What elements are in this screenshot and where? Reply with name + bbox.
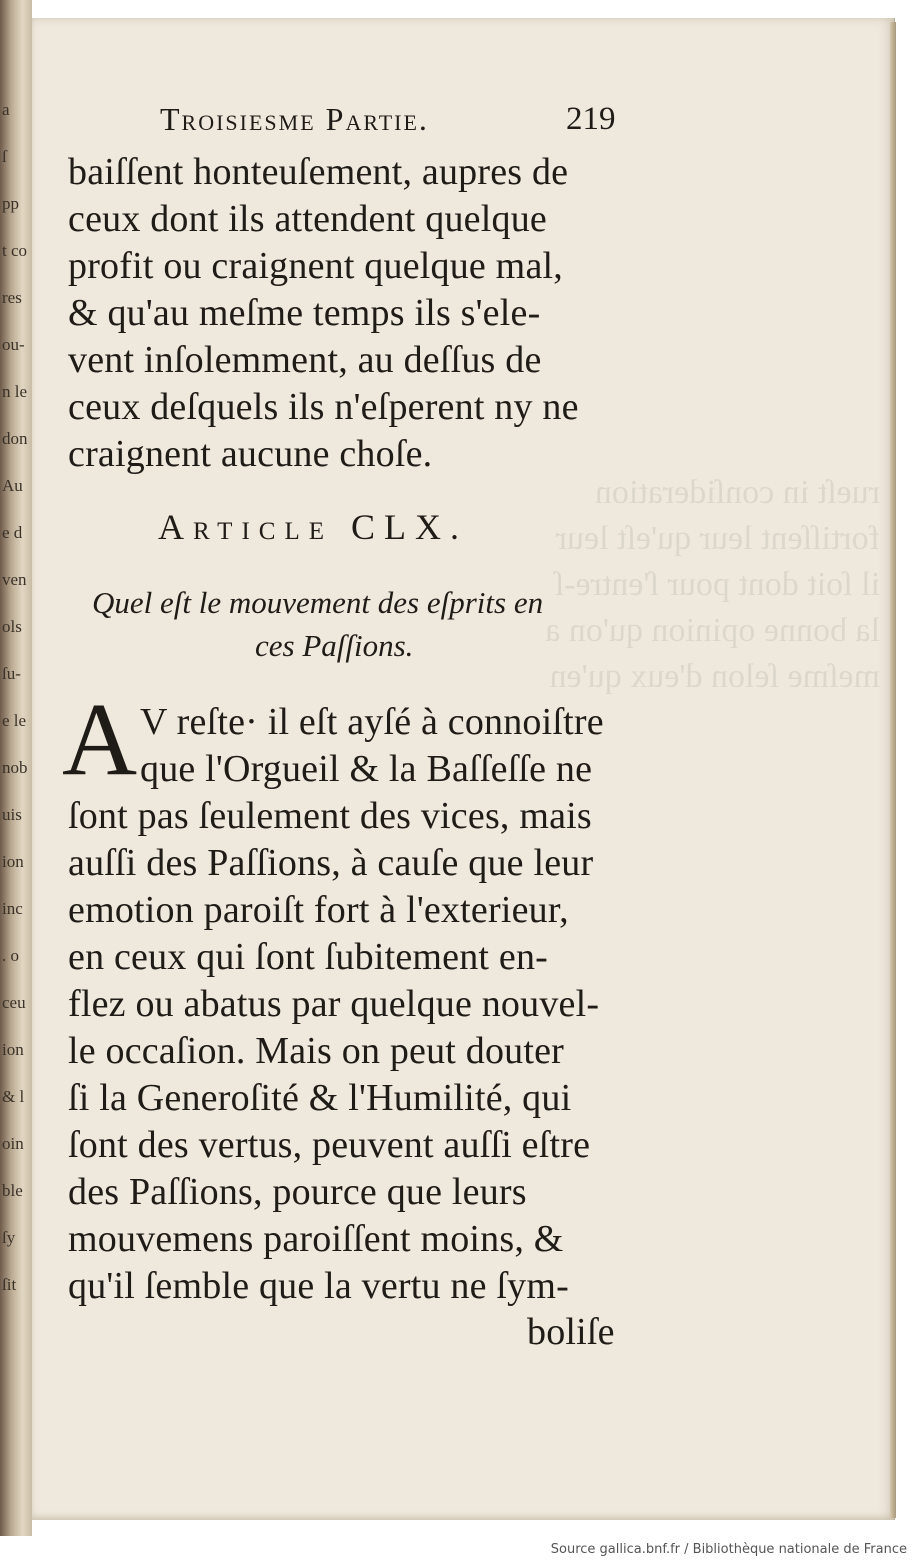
facing-page-fragment: . o: [2, 946, 19, 965]
running-title: Troisiesme Partie.: [160, 101, 429, 137]
facing-page-fragment: n le: [2, 382, 28, 401]
facing-page-fragment: inc: [2, 899, 23, 918]
text-line: auſſi des Paſſions, à cauſe que leur: [68, 842, 594, 884]
facing-page-fragment: uis: [2, 805, 22, 824]
text-line: emotion paroiſt fort à l'exterieur,: [68, 889, 569, 931]
facing-page-fragment: pp: [2, 194, 19, 213]
text-line: des Paſſions, pource que leurs: [68, 1171, 527, 1213]
page-edge-right: [890, 22, 896, 1518]
text-line: mouvemens paroiſſent moins, &: [68, 1218, 564, 1260]
text-line: craignent aucune choſe.: [68, 433, 433, 475]
text-line: ſont des vertus, peuvent auſſi eſtre: [68, 1124, 591, 1166]
article-heading: Article CLX.: [158, 507, 468, 547]
article-subtitle-line: Quel eſt le mouvement des eſprits en: [92, 585, 544, 620]
facing-page-fragment: ble: [2, 1181, 23, 1200]
facing-page-fragment: res: [2, 288, 22, 307]
facing-page-fragment: & l: [2, 1087, 25, 1106]
text-line: V reſte· il eſt ayſé à connoiſtre: [140, 701, 604, 743]
facing-page-fragment: ſit: [2, 1275, 17, 1294]
facing-page-fragment: ceu: [2, 993, 26, 1012]
text-line: en ceux qui ſont ſubitement en-: [68, 936, 549, 978]
text-line: ceux dont ils attendent quelque: [68, 198, 547, 240]
text-line: ceux deſquels ils n'eſperent ny ne: [68, 386, 579, 428]
facing-page-fragment: nob: [2, 758, 28, 777]
text-line: profit ou craignent quelque mal,: [68, 245, 563, 287]
facing-page-fragment: ols: [2, 617, 22, 636]
facing-page-fragment: don: [2, 429, 28, 448]
facing-page-fragment: ſy: [2, 1228, 16, 1247]
text-line: baiſſent honteuſement, aupres de: [68, 151, 569, 193]
facing-page-fragment: ion: [2, 852, 24, 871]
text-line: vent inſolemment, au deſſus de: [68, 339, 542, 381]
facing-page-fragment: ou-: [2, 335, 25, 354]
page-number: 219: [566, 101, 616, 137]
text-line: flez ou abatus par quelque nouvel-: [68, 983, 600, 1025]
text-line: ſont pas ſeulement des vices, mais: [68, 795, 592, 837]
text-line: que l'Orgueil & la Baſſeſſe ne: [140, 748, 593, 790]
facing-page-fragment: Au: [2, 476, 23, 495]
text-line: qu'il ſemble que la vertu ne ſym-: [68, 1265, 569, 1307]
facing-page-fragment: ſu-: [2, 664, 21, 683]
text-line: le occaſion. Mais on peut douter: [68, 1030, 565, 1072]
text-line: ſi la Generoſité & l'Humilité, qui: [68, 1077, 572, 1119]
facing-page-text: [2, 100, 32, 1340]
source-footer: [0, 1536, 917, 1566]
facing-page-fragment: t co: [2, 241, 28, 260]
facing-page-edge: [0, 0, 32, 1536]
facing-page-fragment: ven: [2, 570, 27, 589]
facing-page-fragment: ſ: [2, 147, 7, 166]
facing-page-fragment: ion: [2, 1040, 24, 1059]
drop-capital: A: [62, 682, 138, 797]
article-subtitle-line: ces Paſſions.: [255, 628, 414, 663]
text-line: & qu'au meſme temps ils s'ele-: [68, 292, 541, 334]
source-credit: Source gallica.bnf.fr / Bibliothèque nationale de France: [550, 1542, 907, 1557]
facing-page-fragment: oin: [2, 1134, 24, 1153]
facing-page-fragment: e le: [2, 711, 27, 730]
facing-page-fragment: e d: [2, 523, 23, 542]
facing-page-fragment: a: [2, 100, 10, 119]
catchword: boliſe: [527, 1311, 615, 1353]
